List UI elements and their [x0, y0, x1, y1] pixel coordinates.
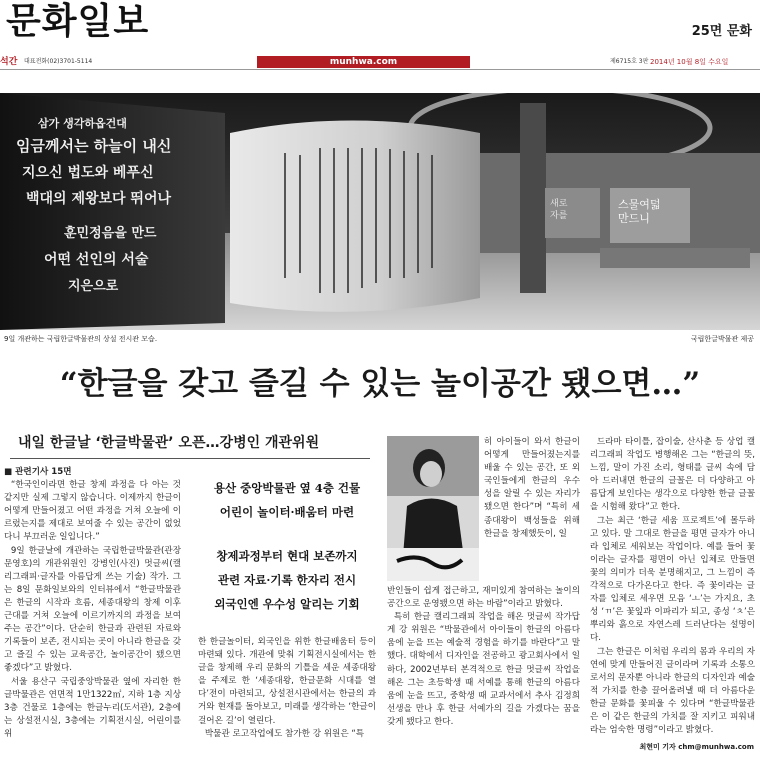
article-headline: “한글을 갖고 즐길 수 있는 놀이공간 됐으면…”: [59, 366, 701, 402]
subhead-divider: [10, 458, 370, 459]
paragraph: 그는 한글은 이처럼 우리의 몸과 우리의 자연에 맞게 만들어진 글이라며 기록과 소통으로서의 문자뿐 아니라 한글의 디자인과 예술적 가치를 한층 끌어올려낼 때 더 아름다운 한글 문화를 꽃피울 수 있다며 “한글박물관은 이 같은 한글의 가치를 잘 지키고 피워내라는 엄숙한 명령”이라고 밝혔다.: [590, 646, 755, 736]
page-section-label: 25면 문화: [691, 24, 752, 39]
portrait-illustration: [387, 436, 479, 581]
gallery-sign-1: [550, 198, 567, 222]
paragraph: 한 한글놀이터, 외국인을 위한 한글배움터 등이 마련돼 있다. 개관에 맞춰 기획전시실에서는 한글을 창제해 우리 문화의 기틀을 세운 세종대왕을 주제로 한 ‘세종대왕, 한글문화 시대를 열다’전이 마련되고, 상설전시관에서는 한글의 과거와 현재를 돌아보고, 미래를 생각하는 ‘한글이 걸어온 길’이 열린다.: [198, 637, 376, 726]
masthead: [0, 0, 760, 52]
paragraph: 특히 한글 캘리그래피 작업을 해온 멋글씨 작가답게 강 위원은 “박물관에서 아이들이 한글의 아름다움에 눈을 뜨는 예술적 경험을 하기를 바란다”고 말했다. 대학에서 디자인을 전공하고 광고회사에서 일하다, 2002년부터 본격적으로 한글 멋글씨 작업을 해온 그는 초등학생 때 서예를 통해 한글의 아름다움에 눈을 뜨고, 중학생 때 교과서에서 추사 김정희 선생을 만나 후 한글 서예가의 길을 가겠다는 꿈을 갖게 됐다고 한다.: [387, 612, 580, 727]
article-column-3: [387, 585, 580, 729]
exhibition-hall-photo: [0, 93, 760, 330]
paragraph: “한국인이라면 한글 창제 과정을 다 아는 것 같지만 실제 그렇지 않습니다. 이제까지 한글이 어떻게 만들어졌고 어떤 과정을 거쳐 오늘에 이르렀는지를 제대로 보여줄 수 있는 공간이 없었다니 부끄러운 일입니다.”: [4, 480, 181, 543]
wall-text-line: 훈민정음을 만드: [64, 226, 157, 241]
pull-quote-line: 관련 자료·기록 한자리 전시: [217, 573, 357, 587]
wall-text-line: 어떤 선인의 서술: [44, 252, 149, 268]
author-byline: 최현미 기자 chm@munhwa.com: [639, 743, 754, 751]
pull-quote-line: 용산 중앙박물관 옆 4층 건물: [213, 481, 361, 495]
pull-quote-line: 어린이 놀이터·배움터 마련: [219, 505, 355, 519]
author-portrait-photo: [387, 436, 479, 581]
article-subheadline: 내일 한글날 ‘한글박물관’ 오픈…강병인 개관위원: [18, 435, 320, 451]
issue-date: 2014년 10월 8일 수요일: [650, 58, 729, 66]
paragraph: 9일 한글날에 개관하는 국립한글박물관(관장 문영호)의 개관위원인 강병인(사진) 멋글씨(캘리그래피·글자를 아름답게 쓰는 기술) 작가. 그는 8일 문화일보와의 인터뷰에서 “한글박물관은 한글의 시작과 흐름, 세종대왕의 창제 이후 근대를 거쳐 오늘에 이르기까지의 과정을 보여주는 공간”이다. 단순히 한글과 관련된 자료와 기록들이 보존, 전시되는 곳이 아니라 한글을 갖고 즐길 수 있는 교육공간, 놀이공간이 됐으면 좋겠다”고 밝혔다.: [4, 545, 181, 674]
edition-label: 석간: [0, 57, 18, 67]
pull-quote-2: [198, 544, 376, 616]
article-column-3-top: [484, 436, 580, 541]
photo-credit: 국립한글박물관 제공: [690, 335, 754, 343]
sign-line: 스물여덟: [618, 198, 661, 211]
article-column-1: [4, 466, 181, 741]
issue-number: 제6715호 3판: [610, 58, 649, 65]
photo-caption: 9일 개관하는 국립한글박물관의 상설 전시관 모습.: [4, 335, 158, 343]
paragraph: 서울 용산구 국립중앙박물관 옆에 자리한 한글박물관은 연면적 1만1322㎡, 지하 1층 지상 3층 건물로 1층에는 한글누리(도서관), 2층에는 상설전시실, 3층에는 기획전시실, 어린이를 위: [4, 676, 181, 739]
paragraph: 박물관 로고작업에도 참가한 강 위원은 “특: [204, 728, 365, 739]
gallery-sign-2: [618, 198, 661, 226]
wall-text-line: 삼가 생각하옵건대: [38, 117, 127, 130]
paragraph: 반인들이 쉽게 접근하고, 재미있게 참여하는 놀이의 공간으로 운영됐으면 하는 바람”이라고 밝혔다.: [387, 586, 580, 610]
article-column-2: [198, 636, 376, 741]
masthead-divider: [0, 69, 760, 70]
newspaper-logo: 문화일보: [6, 1, 150, 42]
sign-line: 만드니: [618, 212, 650, 225]
wall-text-line: 임금께서는 하늘이 내신: [16, 137, 172, 155]
paragraph: 그는 최근 ‘한글 세움 프로젝트’에 몰두하고 있다. 말 그대로 한글을 평면 글자가 아니라 입체로 세워보는 작업이다. 예를 들어 꽃이라는 글자를 평면이 아닌 입체로 만들면 꽃의 의미가 더욱 분명해지고, 그 느낌이 즉각적으로 다가온다고 한다. 즉 꽃이라는 글자를 입체로 세우면 모음 ‘ㅗ’는 가지요, 초성 ‘ㄲ’은 꽃잎과 이파리가 되고, 종성 ‘ㅊ’은 뿌리와 흙으로 자연스레 드러난다는 설명이다.: [590, 515, 755, 644]
site-url[interactable]: munhwa.com: [257, 56, 470, 68]
related-article-note[interactable]: ■ 관련기사 15면: [4, 467, 72, 477]
wall-text-line: 백대의 제왕보다 뛰어나: [26, 191, 171, 207]
contact-phone: 대표전화(02)3701-5114: [24, 58, 93, 65]
wall-text-line: 지으신 법도와 베푸신: [22, 165, 154, 181]
wall-text-block: [8, 115, 218, 294]
pull-quote-1: [198, 476, 376, 524]
pull-quote-line: 외국인엔 우수성 알리는 기회: [214, 597, 360, 611]
paragraph: 드라마 타이틀, 잡이술, 산사춘 등 상업 캘리그래피 작업도 병행해온 그는 “한글의 뜻, 느낌, 말이 가진 소리, 형태를 글씨 속에 담아 드러내면 한글의 글꼴은 더 다양하고 아름답게 보인다는 생각으로 다양한 한글 글꼴을 시험해 왔다”고 한다.: [590, 437, 755, 513]
paragraph: 히 아이들이 와서 한글이 어떻게 만들어졌는지를 배울 수 있는 공간, 또 외국인들에게 한글의 우수성을 알릴 수 있는 자리가 됐으면 한다”며 “특히 세종대왕이 백성들을 위해 한글을 창제했듯이, 일: [484, 437, 580, 539]
article-column-4: [590, 436, 755, 737]
pull-quote-box: [198, 466, 376, 616]
masthead-info-bar: [0, 56, 760, 69]
pull-quote-line: 창제과정부터 현대 보존까지: [216, 549, 358, 563]
sign-line: 자를: [550, 211, 568, 221]
sign-line: 새로: [550, 199, 568, 209]
wall-text-line: 지은으로: [68, 279, 119, 294]
